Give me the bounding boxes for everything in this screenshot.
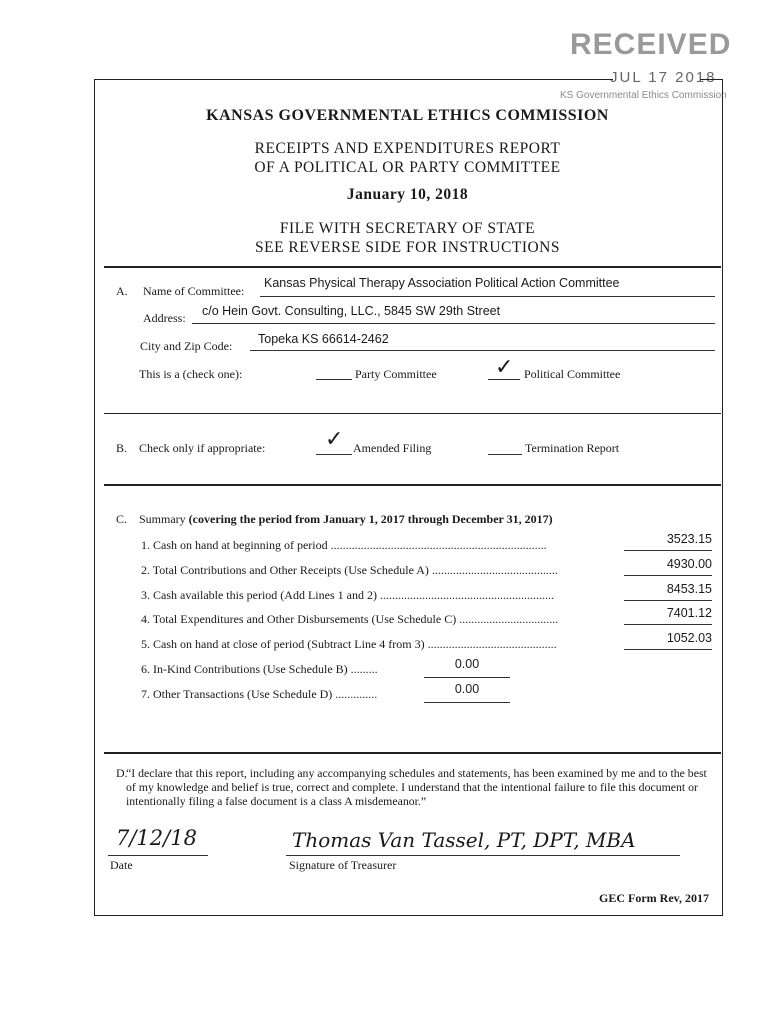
treasurer-signature: Thomas Van Tassel, PT, DPT, MBA: [292, 828, 636, 852]
party-committee-option: Party Committee: [355, 367, 437, 381]
section-divider-b-c: [104, 484, 721, 486]
amended-filing-blank: [316, 454, 352, 455]
filing-instructions-line2: SEE REVERSE SIDE FOR INSTRUCTIONS: [255, 239, 560, 256]
other-transactions-blank: [424, 702, 510, 703]
date-handwritten: 7/12/18: [116, 826, 197, 850]
report-title-line2: OF A POLITICAL OR PARTY COMMITTEE: [254, 159, 561, 176]
section-divider-a-b: [104, 413, 721, 414]
summary-line-value: 3523.15: [666, 532, 712, 546]
inkind-contributions-label: 6. In-Kind Contributions (Use Schedule B) .........: [141, 662, 378, 676]
form-frame-top-right: [700, 79, 722, 80]
summary-line-value: 7401.12: [666, 606, 712, 620]
declaration-text: “I declare that this report, including any accompanying schedules and statements, has been examined by me and to the best of my knowledge and belief is true, correct and complete. I understand that the intentional failure to file this document or intentionally filing a false document is a class A misdemeanor.”: [126, 766, 707, 808]
section-c-letter: C.: [116, 512, 128, 526]
signature-line: [286, 855, 680, 856]
received-date-stamp: JUL 17 2018: [610, 69, 717, 86]
summary-line-blank: [624, 600, 712, 601]
political-committee-checkmark: ✓: [495, 355, 514, 380]
termination-report-blank: [488, 454, 522, 455]
received-stamp: RECEIVED: [570, 28, 732, 61]
other-transactions-label: 7. Other Transactions (Use Schedule D) ..............: [141, 687, 378, 701]
summary-line-label: 3. Cash available this period (Add Lines 1 and 2) ..........................................................: [141, 588, 554, 602]
summary-line-label: 1. Cash on hand at beginning of period ........................................................................: [141, 538, 547, 552]
section-a-letter: A.: [116, 284, 128, 298]
amended-filing-checkmark: ✓: [325, 427, 344, 452]
agency-title: KANSAS GOVERNMENTAL ETHICS COMMISSION: [206, 107, 609, 124]
date-label: Date: [110, 858, 133, 872]
summary-period: (covering the period from January 1, 2017 through December 31, 2017): [188, 512, 553, 526]
summary-line-blank: [624, 575, 712, 576]
check-if-appropriate-label: Check only if appropriate:: [139, 441, 266, 455]
signature-label: Signature of Treasurer: [289, 858, 397, 872]
summary-heading: [139, 512, 553, 527]
summary-line-blank: [624, 624, 712, 625]
received-office-stamp: KS Governmental Ethics Commission: [560, 90, 727, 101]
summary-line-label: 5. Cash on hand at close of period (Subtract Line 4 from 3) ...........................................: [141, 637, 557, 651]
city-zip-line: [250, 350, 715, 351]
address-line: [192, 323, 715, 324]
committee-type-label: This is a (check one):: [139, 367, 243, 381]
committee-name-label: Name of Committee:: [143, 284, 245, 298]
committee-name-line: [260, 296, 715, 297]
city-zip-label: City and Zip Code:: [140, 339, 233, 353]
report-date: January 10, 2018: [346, 186, 469, 203]
inkind-contributions-blank: [424, 677, 510, 678]
summary-line-value: 4930.00: [666, 557, 712, 571]
political-committee-option: Political Committee: [524, 367, 621, 381]
report-title-line1: RECEIPTS AND EXPENDITURES REPORT: [254, 140, 561, 157]
section-d-letter: D.: [116, 766, 128, 780]
inkind-contributions-value: 0.00: [454, 657, 480, 671]
section-divider: [104, 266, 721, 268]
summary-line-value: 8453.15: [666, 582, 712, 596]
summary-line-blank: [624, 649, 712, 650]
summary-line-label: 4. Total Expenditures and Other Disbursements (Use Schedule C) .................................: [141, 612, 559, 626]
other-transactions-value: 0.00: [454, 682, 480, 696]
section-b-letter: B.: [116, 441, 128, 455]
report-title: [94, 139, 721, 177]
date-line: [108, 855, 208, 856]
filing-instructions: [94, 219, 721, 257]
amended-filing-option: Amended Filing: [353, 441, 432, 455]
party-committee-blank: [316, 379, 352, 380]
filing-instructions-line1: FILE WITH SECRETARY OF STATE: [279, 220, 536, 237]
termination-report-option: Termination Report: [525, 441, 620, 455]
address-label: Address:: [143, 311, 186, 325]
summary-label: Summary: [139, 512, 186, 526]
city-zip-value: Topeka KS 66614-2462: [258, 332, 389, 346]
section-divider-c-d: [104, 752, 721, 754]
form-revision: GEC Form Rev, 2017: [599, 891, 709, 905]
form-frame-top: [94, 79, 613, 80]
summary-line-label: 2. Total Contributions and Other Receipts (Use Schedule A) ..........................................: [141, 563, 558, 577]
summary-line-value: 1052.03: [666, 631, 712, 645]
summary-line-blank: [624, 550, 712, 551]
committee-name-value: Kansas Physical Therapy Association Political Action Committee: [264, 276, 620, 290]
address-value: c/o Hein Govt. Consulting, LLC., 5845 SW 29th Street: [202, 304, 501, 318]
